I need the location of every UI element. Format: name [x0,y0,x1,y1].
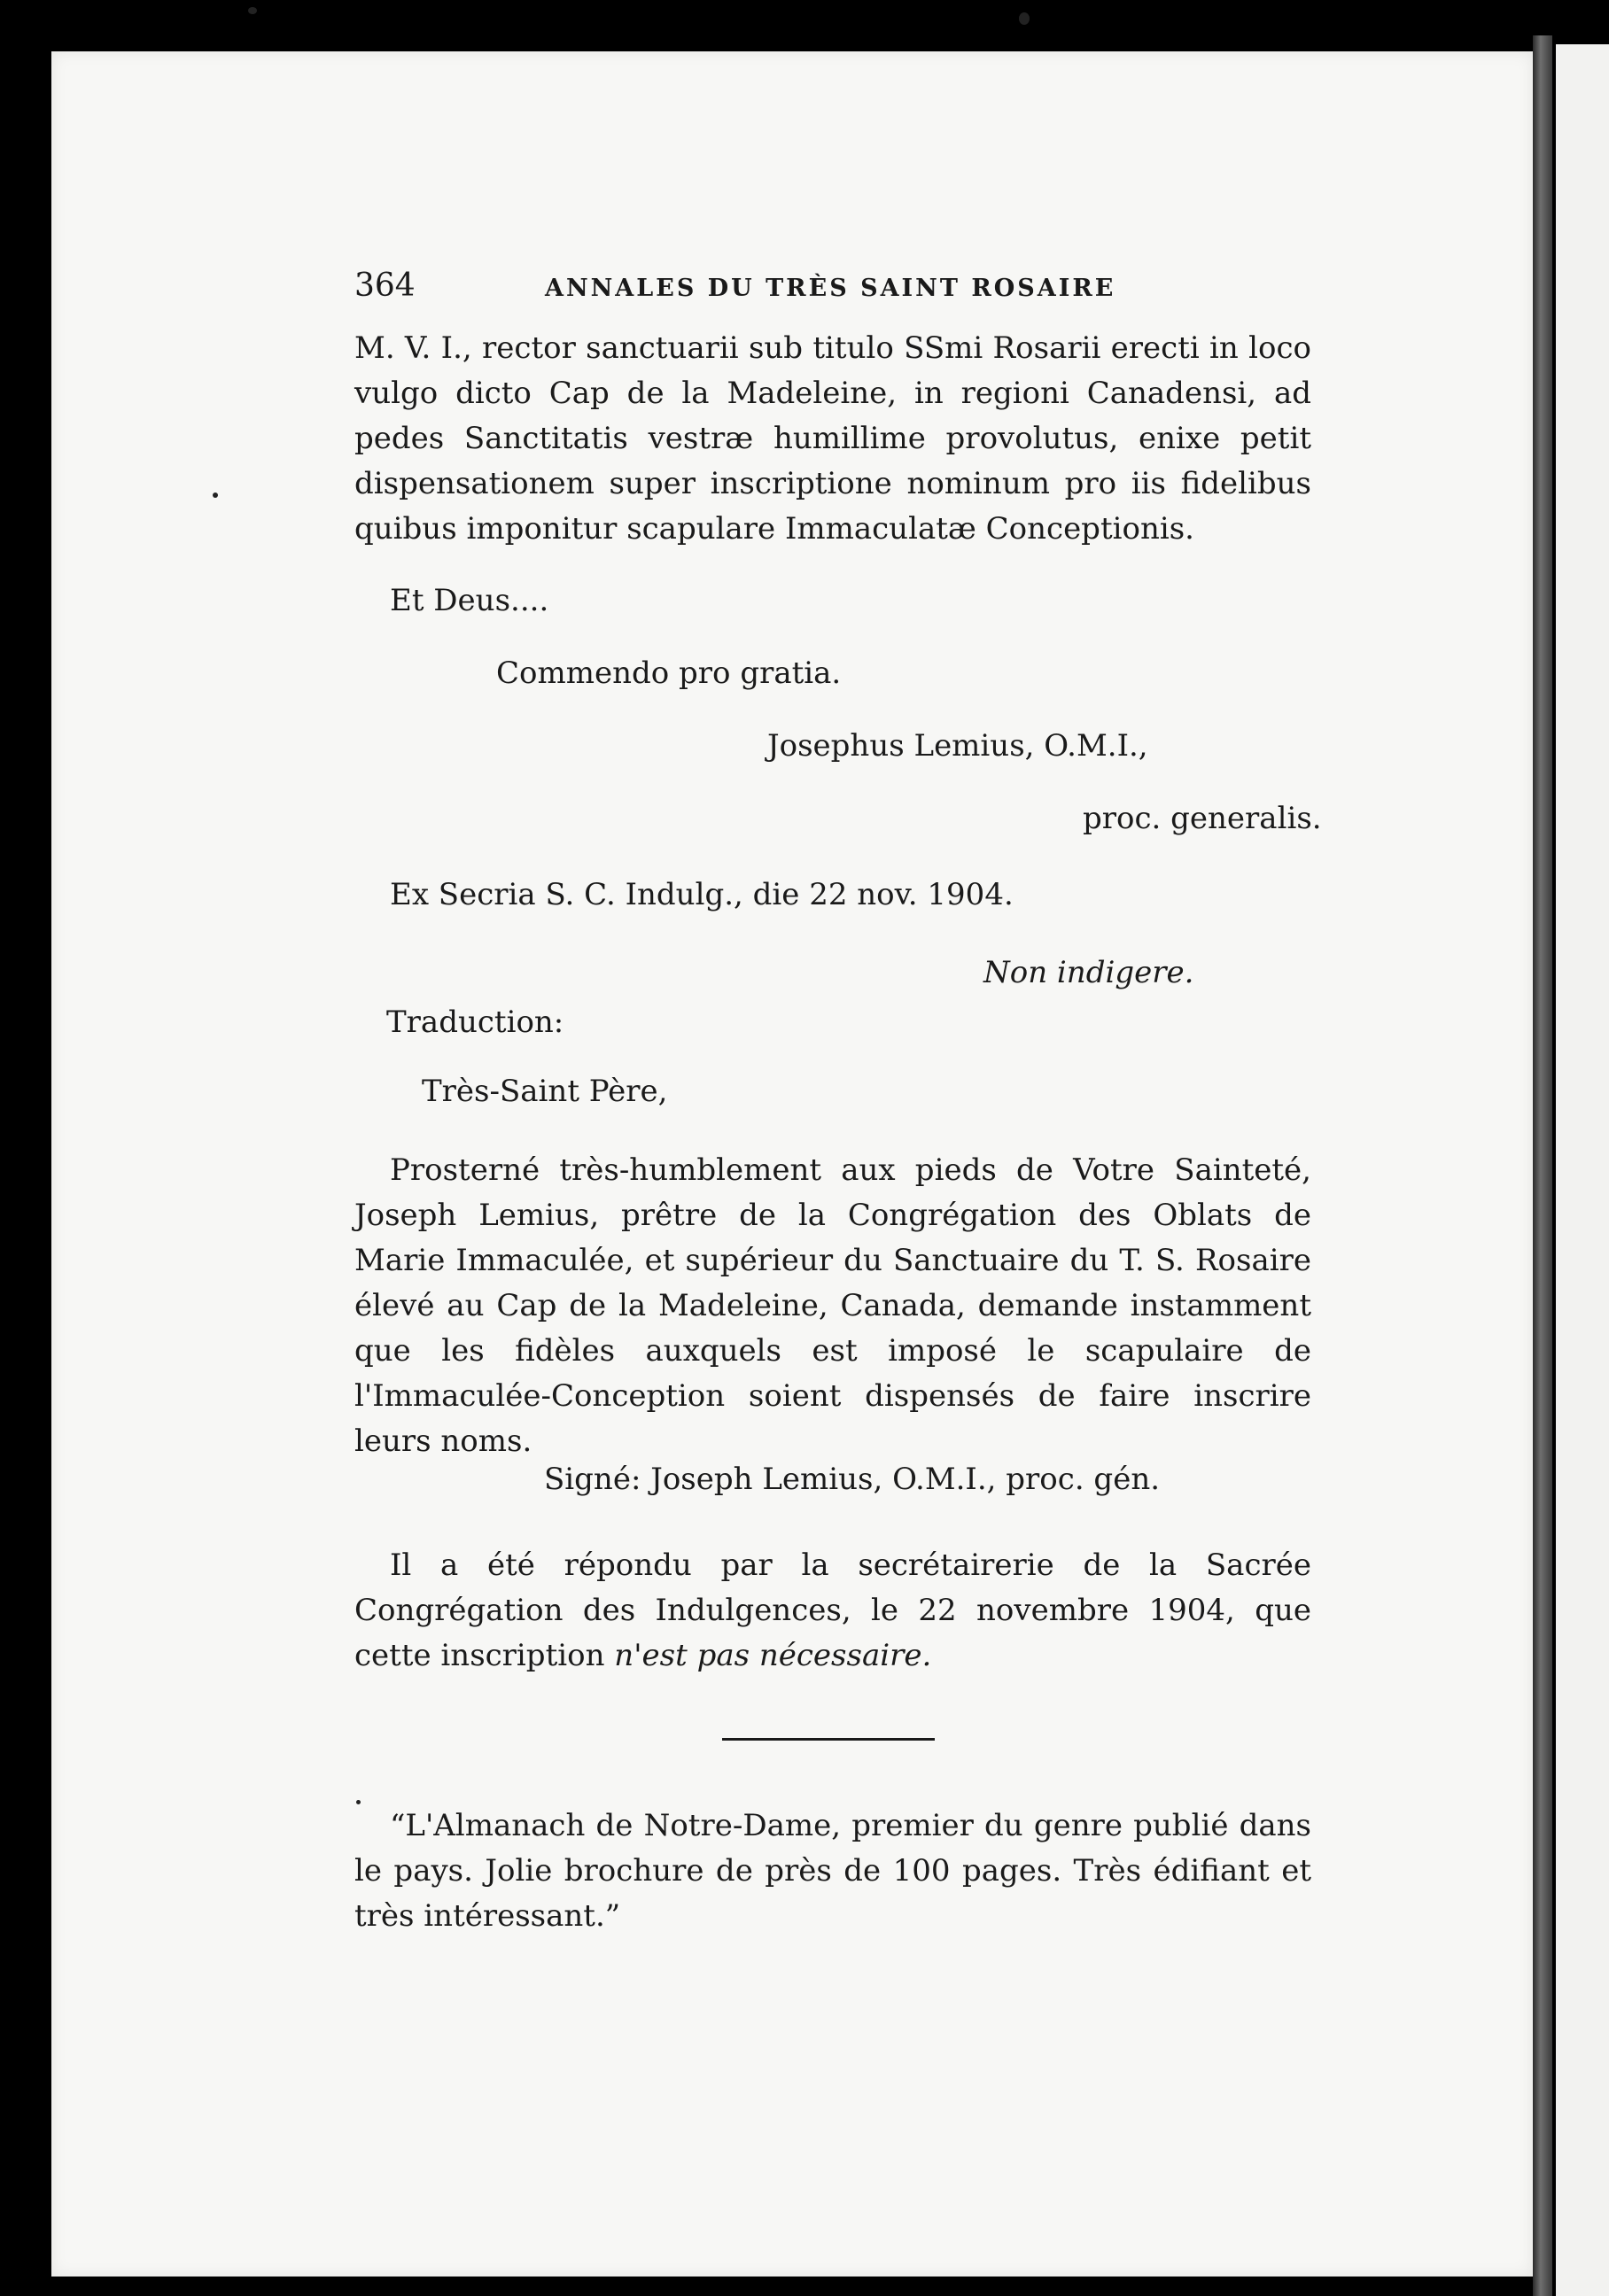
non-indigere-line: Non indigere. [983,955,1194,990]
traduction-heading: Traduction: [386,1004,564,1040]
french-petition-paragraph: Prosterné très-humblement aux pieds de Votre Sainteté, Joseph Lemius, prêtre de la Congrégation des Oblats de Marie Immaculée, et supérieur du Sanctuaire du T. S. Rosaire élevé au Cap de la Madeleine, Canada, demande instamment que les fidèles auxquels est imposé le scapulaire de l'Immaculée-Conception soient dispensés de faire inscrire leurs noms. [354,1152,1311,1459]
latin-signature: Josephus Lemius, O.M.I., [767,728,1148,764]
response-text: Il a été répondu par la secrétairerie de la Sacrée Congrégation des Indulgences, le 22 novembre 1904, que cette inscription [354,1547,1311,1673]
salutation: Très-Saint Père, [422,1074,668,1109]
page-header [354,268,1311,312]
almanach-notice: “L'Almanach de Notre-Dame, premier du genre publié dans le pays. Jolie brochure de près de 100 pages. Très édifiant et très intéressant.” [354,1808,1311,1934]
latin-signature-title: proc. generalis. [1083,801,1322,836]
response-paragraph [354,1543,1311,1679]
scan-speck [248,7,257,14]
scan-speck [1019,12,1030,25]
page-number: 364 [354,268,416,304]
response-italic-text: n'est pas nécessaire. [614,1638,932,1673]
facing-page-edge [1556,44,1609,2296]
french-signature: Signé: Joseph Lemius, O.M.I., proc. gén. [544,1462,1161,1497]
running-head: ANNALES DU TRÈS SAINT ROSAIRE [545,275,1116,302]
book-spine-edge [1533,35,1552,2296]
ex-secria-line: Ex Secria S. C. Indulg., die 22 nov. 1904. [390,877,1014,912]
scan-speck [213,493,218,498]
commendo-line: Commendo pro gratia. [496,655,842,691]
et-deus-line: Et Deus.... [390,583,549,618]
section-divider [722,1738,935,1741]
latin-petition-paragraph: M. V. I., rector sanctuarii sub titulo SSmi Rosarii erecti in loco vulgo dicto Cap de la Madeleine, in regioni Canadensi, ad pedes Sanctitatis vestræ humillime provolutus, enixe petit dispensationem super inscriptione nominum pro iis fidelibus quibus imponitur scapulare Immaculatæ Conceptionis. [354,330,1311,547]
